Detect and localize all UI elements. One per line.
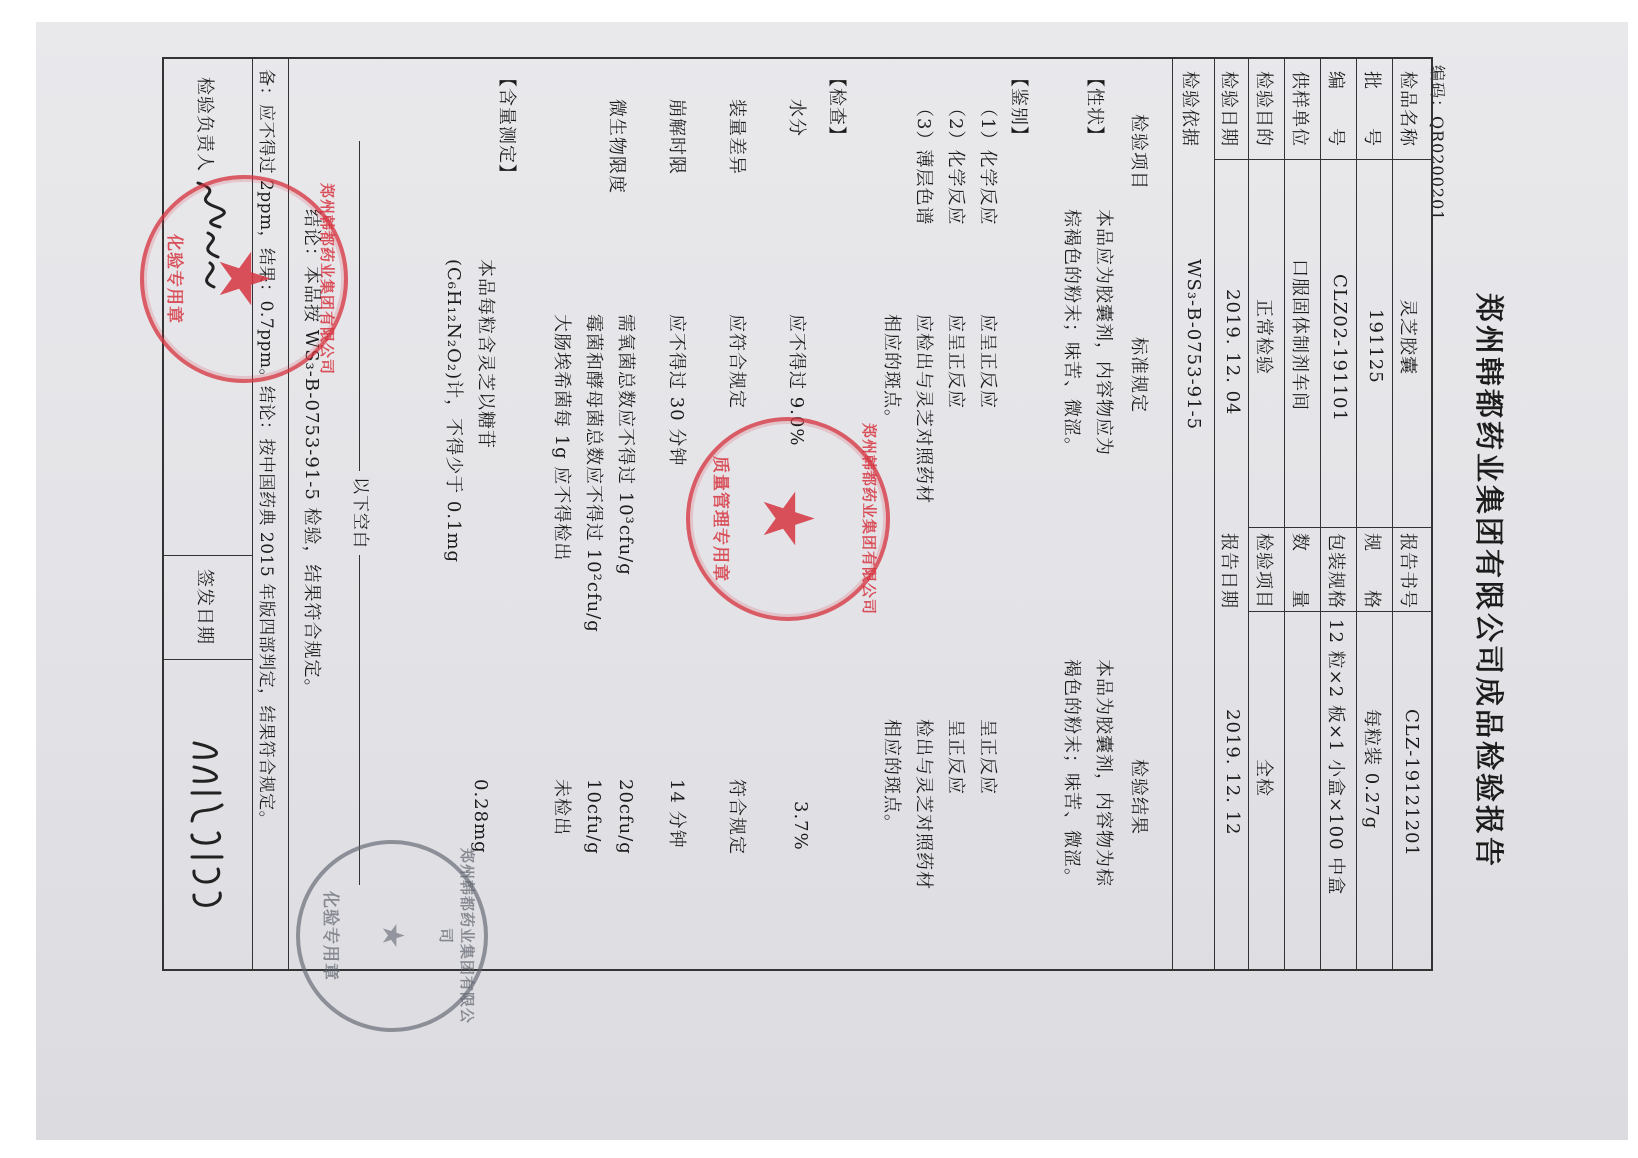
qa-stamp (686, 417, 890, 621)
package-label: 包装规格 (1325, 533, 1346, 609)
assay-standard: 本品每粒含灵芝以糖苷 (C₆H₁₂N₂O₂)计，不得少于 0.1mg (443, 259, 496, 564)
star-icon: ★ (375, 922, 410, 950)
test-result-water: 3.7% (790, 801, 811, 851)
supplier-value: 口服固体制剂车间 (1289, 259, 1310, 411)
test-name-fill: 装量差异 (726, 99, 747, 175)
star-icon: ★ (747, 487, 829, 551)
assay-result: 0.28mg (470, 779, 491, 854)
section-identification: 【鉴别】 (1008, 69, 1029, 145)
number-value: CLZ02-191101 (1329, 274, 1350, 422)
items-value: 全检 (1253, 759, 1274, 797)
inspector-label: 检验负责人 (194, 77, 215, 172)
character-result: 本品为胶囊剂，内容物为棕 褐色的粉末；味苦、微涩。 (1061, 659, 1114, 887)
header-result: 检验结果 (1128, 759, 1149, 835)
blank-note-text: 以下空白 (350, 477, 370, 549)
qa-stamp-label: 质量管理专用章 (710, 456, 730, 582)
identification-standard: 应呈正反应 应呈正反应 应检出与灵芝对照药材 相应的斑点。 (881, 314, 998, 504)
test-result-fill: 符合规定 (726, 779, 747, 855)
test-standard-water: 应不得过 9.0% (786, 314, 807, 447)
microbial-result: 20cfu/g 10cfu/g 未检出 (551, 779, 636, 855)
header-item: 检验项目 (1128, 114, 1149, 190)
report-sheet (96, 25, 1568, 1137)
report-no-value: CLZ-19121201 (1401, 709, 1422, 857)
items-label: 检验项目 (1253, 533, 1274, 609)
note: 备：应不得过 2ppm，结果：0.7ppm。结论：按中国药典 2015 年版四部判定，结果符合规定。 (256, 69, 276, 829)
issue-date-label: 签发日期 (194, 569, 215, 645)
scanned-page (36, 22, 1628, 1140)
section-inspection: 【检查】 (826, 69, 847, 145)
conclusion: 结论：本品按 WS₃-B-0753-91-5 检验，结果符合规定。 (301, 209, 322, 698)
lab-stamp (140, 175, 348, 383)
issue-date-handwritten (178, 735, 238, 925)
gray-stamp (296, 840, 488, 1032)
purpose-value: 正常检验 (1253, 299, 1274, 375)
lab-stamp-label: 化验专用章 (164, 234, 184, 324)
spec-value: 每粒装 0.27g (1361, 709, 1382, 830)
gray-stamp-ring: 郑州韩都药业集团有限公司 (437, 847, 476, 1024)
test-name-disintegration: 崩解时限 (666, 99, 687, 175)
batch-value: 191125 (1365, 309, 1386, 384)
product-name-label: 检品名称 (1397, 71, 1418, 147)
star-icon: ★ (203, 247, 285, 311)
report-title: 郑州韩都药业集团有限公司成品检验报告 (1472, 292, 1506, 869)
spec-label: 规 格 (1361, 533, 1382, 609)
supplier-label: 供样单位 (1289, 71, 1310, 147)
quantity-label: 数 量 (1289, 533, 1310, 609)
test-standard-disintegration: 应不得过 30 分钟 (666, 314, 687, 467)
number-label: 编 号 (1325, 71, 1346, 147)
lab-stamp-ring: 郑州韩都药业集团有限公司 (318, 182, 336, 375)
basis-label: 检验依据 (1179, 71, 1200, 147)
test-standard-fill: 应符合规定 (726, 314, 747, 409)
section-assay: 【含量测定】 (496, 69, 517, 183)
report-date-label: 报告日期 (1218, 533, 1239, 609)
report-date-value: 2019. 12. 12 (1222, 709, 1243, 836)
test-name-water: 水分 (786, 99, 807, 137)
purpose-label: 检验目的 (1253, 71, 1274, 147)
batch-label: 批 号 (1361, 71, 1382, 147)
gray-stamp-label: 化验专用章 (320, 891, 340, 981)
identification-names: （1）化学反应 （2）化学反应 （3）薄层色谱 (913, 99, 998, 226)
microbial-standard: 需氧菌总数应不得过 10³cfu/g 霉菌和酵母菌总数应不得过 10²cfu/g 大肠埃希菌每 1g 应不得检出 (551, 314, 636, 633)
character-standard: 本品应为胶囊剂，内容物应为 棕褐色的粉末；味苦、微涩。 (1061, 209, 1114, 456)
test-result-disintegration: 14 分钟 (666, 779, 687, 849)
report-no-label: 报告书号 (1397, 533, 1418, 609)
date-value: 2019. 12. 04 (1222, 289, 1243, 416)
package-value: 12 粒×2 板×1 小盒×100 中盒 (1325, 619, 1346, 896)
identification-result: 呈正反应 呈正反应 检出与灵芝对照药材 相应的斑点。 (881, 719, 998, 890)
product-name-value: 灵芝胶囊 (1397, 299, 1418, 375)
test-name-microbial: 微生物限度 (606, 99, 627, 194)
qa-stamp-ring: 郑州韩都药业集团有限公司 (860, 422, 878, 615)
header-standard: 标准规定 (1128, 337, 1149, 413)
section-character: 【性状】 (1084, 69, 1105, 145)
blank-note (350, 79, 375, 947)
document-code: 编码：QR0200201 (1428, 65, 1447, 222)
date-label: 检验日期 (1218, 71, 1239, 147)
basis-value: WS₃-B-0753-91-5 (1183, 259, 1204, 431)
